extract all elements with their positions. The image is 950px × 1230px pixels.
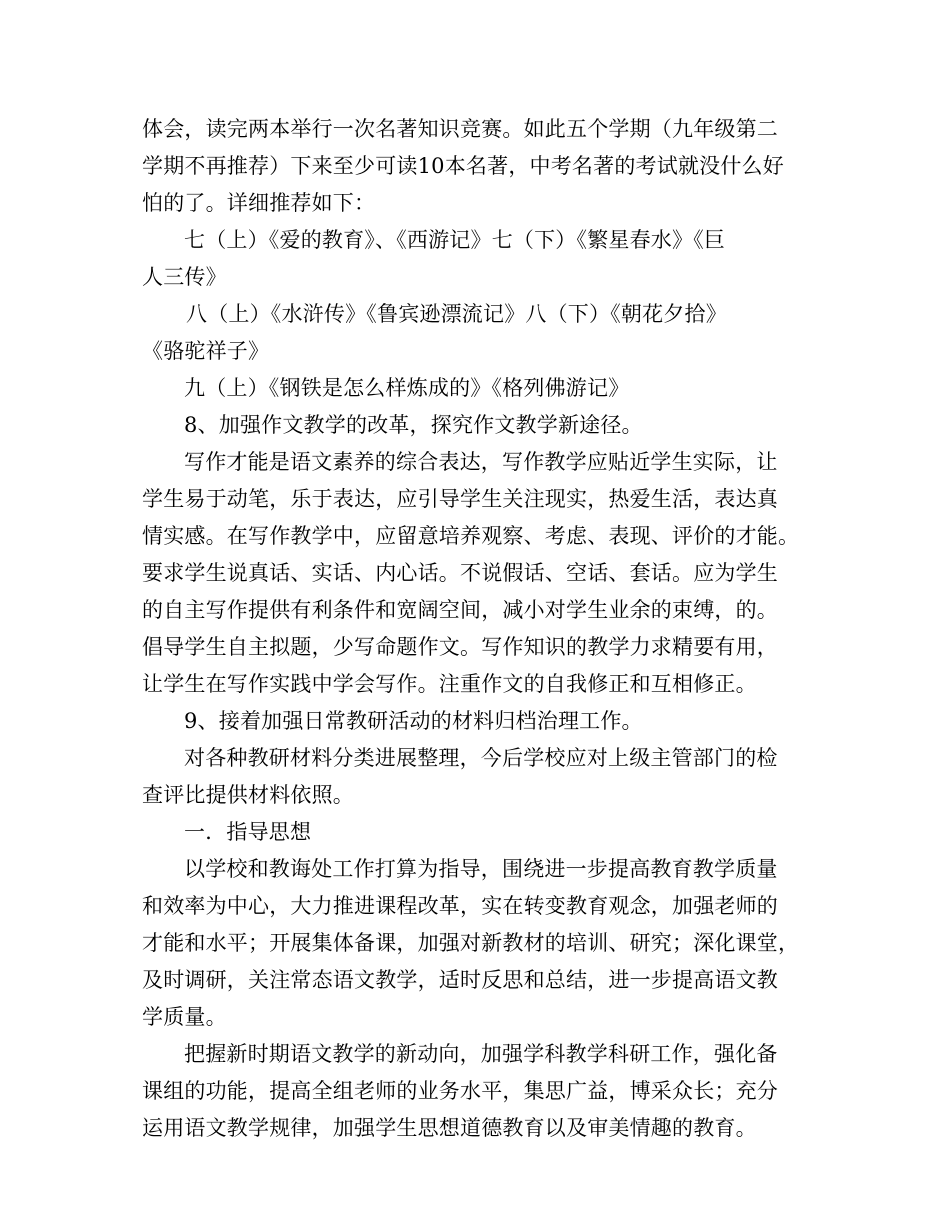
section-heading: 9、接着加强日常教研活动的材料归档治理工作。 xyxy=(184,709,643,733)
text-line: 对各种教研材料分类进展整理，今后学校应对上级主管部门的检 xyxy=(184,746,778,770)
text-line: 把握新时期语文教学的新动向，加强学科教学科研工作，强化备 xyxy=(184,1042,778,1066)
text-line: 的自主写作提供有利条件和宽阔空间，减小对学生业余的束缚，的。 xyxy=(142,598,778,622)
text-line: 学期不再推荐）下来至少可读10本名著，中考名著的考试就没什么好 xyxy=(142,154,784,178)
text-line: 八（上）《水浒传》《鲁宾逊漂流记》八（下）《朝花夕拾》 xyxy=(186,302,727,326)
text-line: 情实感。在写作教学中，应留意培养观察、考虑、表现、评价的才能。 xyxy=(142,524,800,548)
text-line: 才能和水平；开展集体备课，加强对新教材的培训、研究；深化课堂， xyxy=(142,931,800,955)
text-line: 要求学生说真话、实话、内心话。不说假话、空话、套话。应为学生 xyxy=(142,561,778,585)
text-line: 写作才能是语文素养的综合表达，写作教学应贴近学生实际，让 xyxy=(184,450,778,474)
section-heading: 一．指导思想 xyxy=(184,820,312,844)
text-line: 学质量。 xyxy=(142,1005,227,1029)
text-line: 让学生在写作实践中学会写作。注重作文的自我修正和互相修正。 xyxy=(142,672,757,696)
text-line: 怕的了。详细推荐如下： xyxy=(142,191,376,215)
text-line: 查评比提供材料依照。 xyxy=(142,783,354,807)
text-line: 学生易于动笔，乐于表达，应引导学生关注现实，热爱生活，表达真 xyxy=(142,487,778,511)
text-line: 体会，读完两本举行一次名著知识竞赛。如此五个学期（九年级第二 xyxy=(142,117,778,141)
text-line: 运用语文教学规律，加强学生思想道德教育以及审美情趣的教育。 xyxy=(142,1116,757,1140)
text-line: 倡导学生自主拟题，少写命题作文。写作知识的教学力求精要有用， xyxy=(142,635,778,659)
text-line: 以学校和教诲处工作打算为指导，围绕进一步提高教育教学质量 xyxy=(184,857,778,881)
text-line: 九（上）《钢铁是怎么样炼成的》《格列佛游记》 xyxy=(184,376,630,400)
text-line: 人三传》 xyxy=(142,265,227,289)
text-line: 七（上）《爱的教育》、《西游记》七（下）《繁星春水》《巨 xyxy=(184,228,726,252)
section-heading: 8、加强作文教学的改革，探究作文教学新途径。 xyxy=(184,413,643,437)
text-line: 《骆驼祥子》 xyxy=(142,339,270,363)
text-line: 课组的功能，提高全组老师的业务水平，集思广益，博采众长；充分 xyxy=(142,1079,778,1103)
text-line: 及时调研，关注常态语文教学，适时反思和总结，进一步提高语文教 xyxy=(142,968,778,992)
text-line: 和效率为中心，大力推进课程改革，实在转变教育观念，加强老师的 xyxy=(142,894,778,918)
